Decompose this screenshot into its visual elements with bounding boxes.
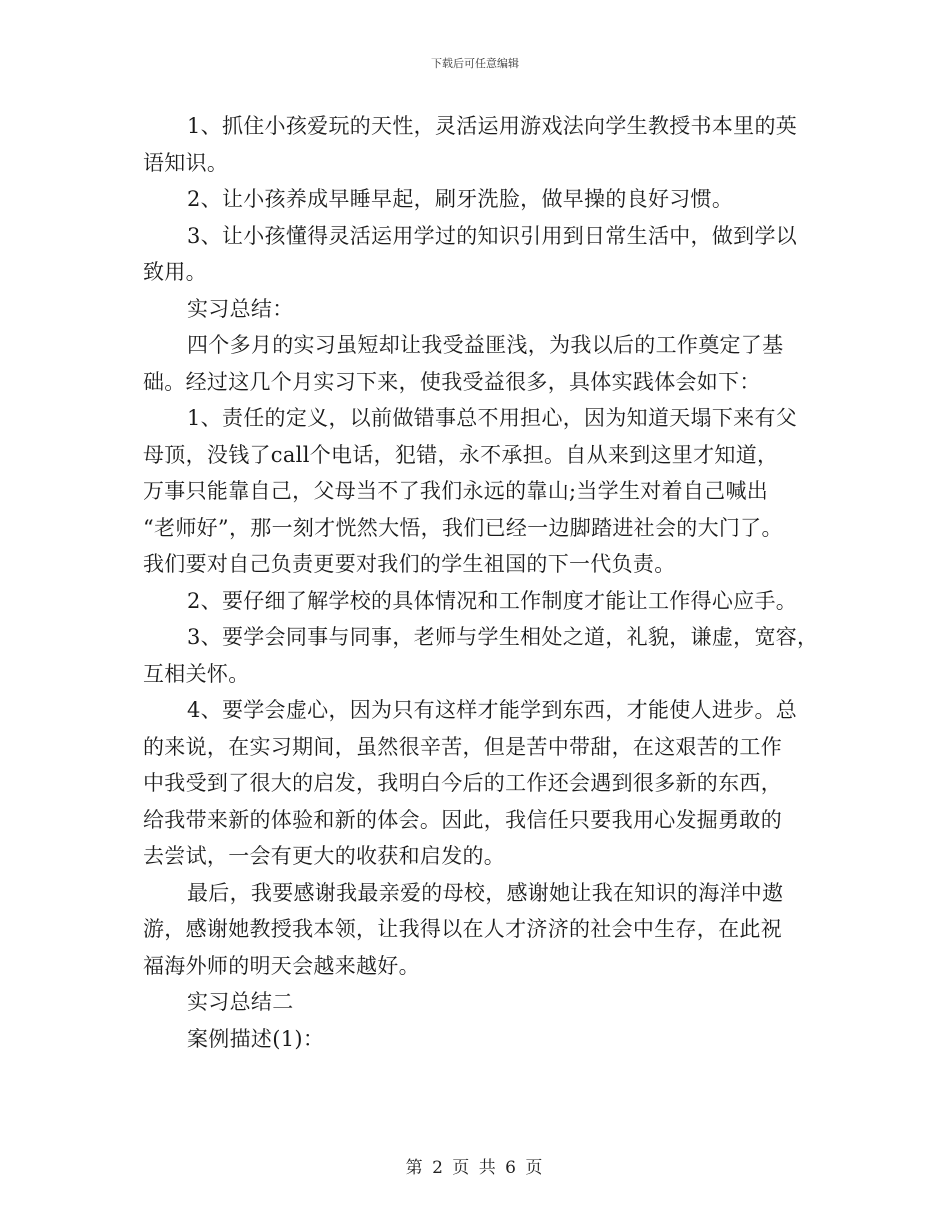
paragraph-line: 四个多月的实习虽短却让我受益匪浅，为我以后的工作奠定了基 (187, 333, 784, 357)
paragraph-line: 实习总结二 (187, 990, 294, 1014)
paragraph-line: 致用。 (143, 260, 207, 284)
paragraph-line: 础。经过这几个月实习下来，使我受益很多，具体实践体会如下： (143, 369, 761, 394)
paragraph-line: 2、让小孩养成早睡早起，刷牙洗脸，做早操的良好习惯。 (187, 187, 734, 211)
paragraph-line: 1、责任的定义，以前做错事总不用担心，因为知道天塌下来有父 (187, 406, 798, 430)
page-header: 下载后可任意编辑 (431, 57, 519, 70)
paragraph-line: 游，感谢她教授我本领，让我得以在人才济济的社会中生存，在此祝 (143, 917, 782, 941)
paragraph-line: 母顶，没钱了call个电话，犯错，永不承担。自从来到这里才知道， (143, 442, 779, 467)
paragraph-line: 1、抓住小孩爱玩的天性，灵活运用游戏法向学生教授书本里的英 (187, 114, 798, 138)
paragraph-line: 万事只能靠自己，父母当不了我们永远的靠山;当学生对着自己喊出 (143, 479, 769, 503)
paragraph (143, 108, 823, 181)
paragraph (143, 692, 823, 875)
paragraph (143, 181, 823, 218)
paragraph-line: 福海外师的明天会越来越好。 (143, 953, 420, 978)
paragraph (143, 1021, 823, 1058)
paragraph-line: 我们要对自己负责更要对我们的学生祖国的下一代负责。 (143, 552, 676, 576)
paragraph-line: 实习总结： (187, 296, 294, 321)
paragraph (143, 984, 823, 1021)
paragraph-line: 给我带来新的体验和新的体会。因此，我信任只要我用心发掘勇敢的 (143, 807, 782, 832)
paragraph-line: 的来说，在实习期间，虽然很辛苦，但是苦中带甜，在这艰苦的工作 (143, 734, 782, 759)
paragraph-line: 3、要学会同事与同事，老师与学生相处之道，礼貌，谦虚，宽容， (187, 625, 819, 649)
paragraph-line: 语知识。 (143, 150, 229, 175)
paragraph (143, 218, 823, 291)
paragraph (143, 327, 823, 400)
paragraph-line: 2、要仔细了解学校的具体情况和工作制度才能让工作得心应手。 (187, 588, 798, 613)
paragraph (143, 583, 823, 620)
document-body (143, 108, 823, 1057)
paragraph-line: 去尝试，一会有更大的收获和启发的。 (143, 844, 506, 868)
paragraph-line: 中我受到了很大的启发，我明白今后的工作还会遇到很多新的东西， (143, 771, 782, 795)
paragraph (143, 400, 823, 583)
paragraph-line: 3、让小孩懂得灵活运用学过的知识引用到日常生活中，做到学以 (187, 223, 798, 248)
paragraph-line: 最后，我要感谢我最亲爱的母校，感谢她让我在知识的海洋中遨 (187, 880, 784, 905)
paragraph-line: “老师好”，那一刻才恍然大悟，我们已经一边脚踏进社会的大门了。 (143, 515, 783, 540)
paragraph-line: 案例描述(1)： (187, 1026, 325, 1051)
page-footer: 第 2 页 共 6 页 (405, 1158, 545, 1178)
paragraph-line: 4、要学会虚心，因为只有这样才能学到东西，才能使人进步。总 (187, 698, 798, 722)
paragraph (143, 875, 823, 985)
paragraph (143, 619, 823, 692)
paragraph (143, 291, 823, 328)
paragraph-line: 互相关怀。 (143, 661, 250, 686)
